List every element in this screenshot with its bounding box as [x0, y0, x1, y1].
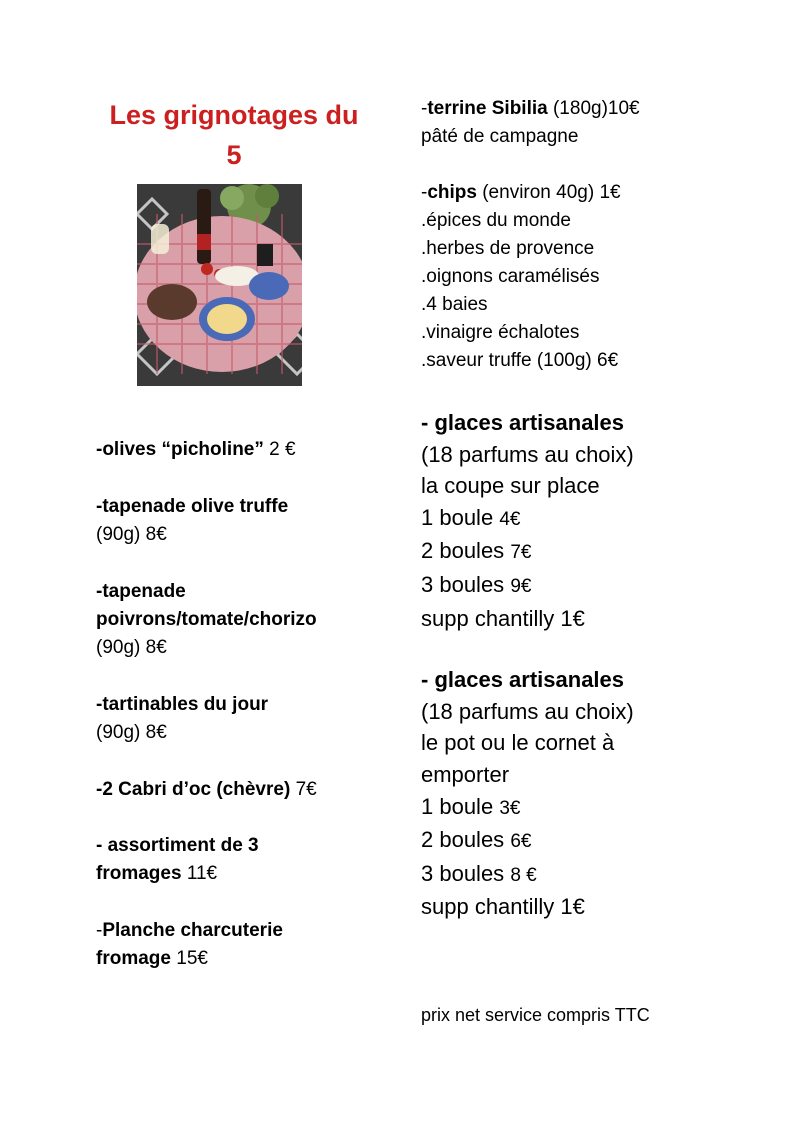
- item-terrine-name: terrine Sibilia: [427, 98, 548, 119]
- glaces-emporter-boule-label: 2 boules: [421, 827, 505, 853]
- item-tapenade-truffe-detail: (90g) 8€: [96, 524, 167, 545]
- item-fromages-price: 11€: [186, 863, 218, 884]
- title-line-1: Les grignotages du: [109, 100, 359, 130]
- item-tartinables-detail: (90g) 8€: [96, 722, 167, 743]
- item-chips-name: chips: [427, 182, 477, 203]
- item-terrine-desc: pâté de campagne: [421, 126, 579, 147]
- item-tapenade-poivrons: [96, 578, 317, 662]
- glaces-emporter-heading: - glaces artisanales: [421, 667, 625, 693]
- glaces-place-boule-label: 3 boules: [421, 571, 505, 597]
- chips-flavor: .épices du monde: [421, 210, 571, 231]
- chips-flavor: .saveur truffe (100g) 6€: [421, 350, 619, 371]
- item-planche: [96, 917, 283, 973]
- chips-flavor: .oignons caramélisés: [421, 266, 600, 287]
- food-photo-illustration: [137, 184, 302, 386]
- glaces-place-parfums: (18 parfums au choix): [421, 441, 634, 467]
- item-terrine-detail: (180g)10€: [552, 98, 640, 119]
- item-planche-line1: Planche charcuterie: [102, 920, 283, 941]
- item-chips-detail: (environ 40g) 1€: [482, 182, 621, 203]
- item-chips: [421, 179, 761, 375]
- item-terrine: [421, 95, 761, 151]
- item-fromages-line1: - assortiment de 3: [96, 835, 259, 856]
- page-title: [96, 95, 372, 175]
- glaces-emporter-boule-price: 3€: [499, 797, 521, 819]
- item-olives-price: 2 €: [269, 439, 296, 460]
- glaces-emporter-parfums: (18 parfums au choix): [421, 698, 634, 724]
- glaces-place-boule-price: 9€: [510, 575, 532, 597]
- glaces-a-emporter: [421, 664, 761, 923]
- glaces-sur-place: [421, 407, 761, 634]
- right-column: [421, 95, 761, 923]
- item-tapenade-poivrons-line1: -tapenade: [96, 581, 186, 602]
- item-cabri: [96, 776, 317, 804]
- item-olives-name: -olives “picholine”: [96, 439, 264, 460]
- footer-note: prix net service compris TTC: [421, 1005, 650, 1025]
- item-tapenade-poivrons-line2: poivrons/tomate/chorizo: [96, 609, 317, 630]
- glaces-emporter-boule-price: 6€: [510, 831, 532, 853]
- glaces-place-boule-label: 2 boules: [421, 538, 505, 564]
- item-planche-price: 15€: [176, 948, 208, 969]
- glaces-place-boule-price: 7€: [510, 542, 532, 564]
- glaces-emporter-supp: supp chantilly 1€: [421, 894, 585, 920]
- item-terrine-dash: -: [421, 98, 428, 119]
- chips-flavor: .vinaigre échalotes: [421, 322, 580, 343]
- glaces-place-boule-label: 1 boule: [421, 504, 494, 530]
- item-planche-dash: -: [96, 920, 103, 941]
- left-column: [96, 95, 396, 175]
- item-tapenade-truffe-name: -tapenade olive truffe: [96, 496, 289, 517]
- glaces-place-supp: supp chantilly 1€: [421, 605, 585, 631]
- item-tapenade-poivrons-detail: (90g) 8€: [96, 637, 167, 658]
- chips-flavor: .herbes de provence: [421, 238, 595, 259]
- glaces-emporter-mode-line2: emporter: [421, 761, 510, 787]
- item-planche-line2: fromage: [96, 948, 171, 969]
- title-line-2: 5: [226, 140, 242, 170]
- glaces-place-mode: la coupe sur place: [421, 473, 600, 499]
- glaces-place-boule-price: 4€: [499, 508, 521, 530]
- glaces-emporter-mode-line1: le pot ou le cornet à: [421, 730, 615, 756]
- glaces-place-heading: - glaces artisanales: [421, 410, 625, 435]
- item-tartinables: [96, 691, 268, 747]
- glaces-emporter-boule-label: 3 boules: [421, 860, 505, 886]
- item-cabri-price: 7€: [295, 779, 317, 800]
- glaces-emporter-boule-price: 8 €: [510, 864, 537, 886]
- item-cabri-name: -2 Cabri d’oc (chèvre): [96, 779, 291, 800]
- item-tapenade-truffe: [96, 493, 288, 549]
- item-olives: [96, 436, 296, 464]
- chips-flavor: .4 baies: [421, 294, 488, 315]
- food-photo-icon: [137, 184, 302, 386]
- item-tartinables-name: -tartinables du jour: [96, 694, 269, 715]
- glaces-emporter-boule-label: 1 boule: [421, 793, 494, 819]
- item-fromages-line2: fromages: [96, 863, 182, 884]
- item-chips-dash: -: [421, 182, 428, 203]
- item-fromages: [96, 832, 259, 888]
